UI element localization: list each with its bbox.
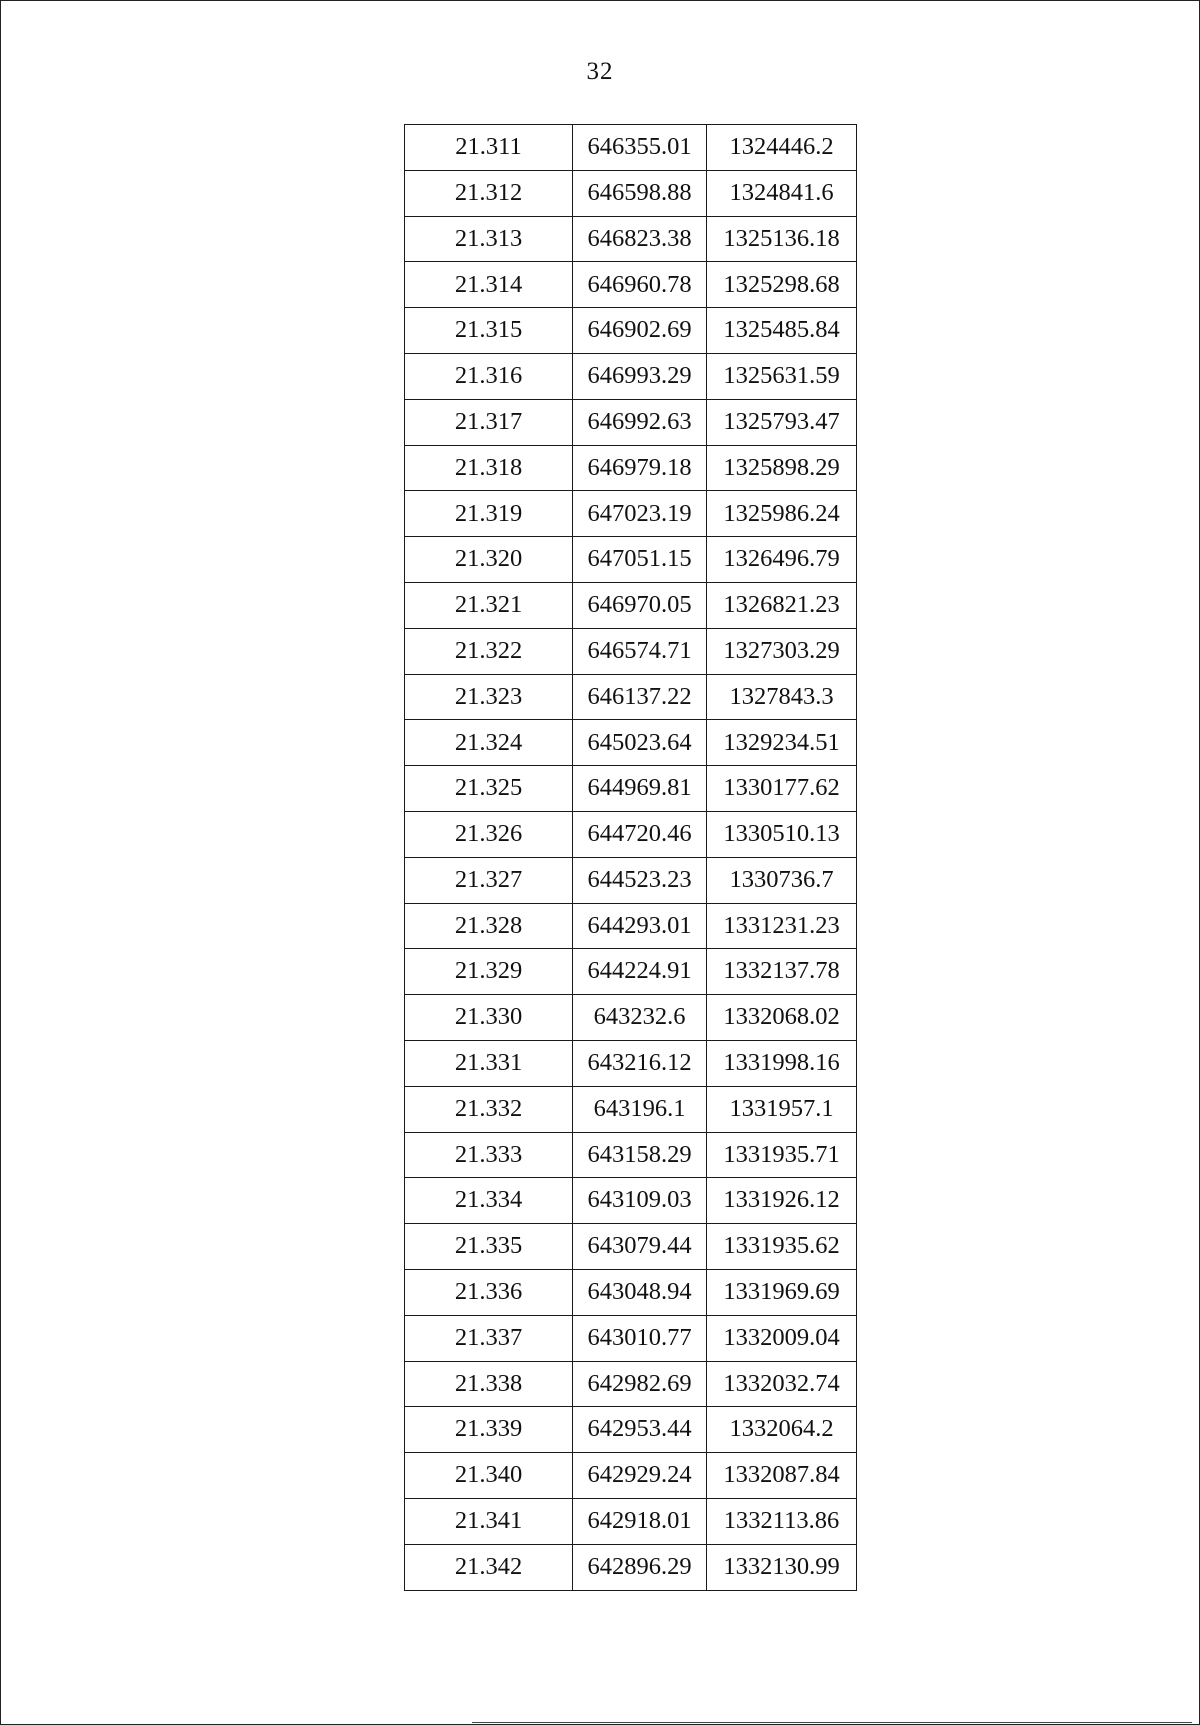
easting-cell: 646137.22: [573, 674, 707, 720]
table-row: [405, 399, 857, 445]
easting-cell: 644720.46: [573, 811, 707, 857]
northing-cell: 1332064.2: [707, 1407, 857, 1453]
point-id-cell: 21.341: [405, 1498, 573, 1544]
northing-cell: 1331935.71: [707, 1132, 857, 1178]
coordinate-table: [404, 124, 857, 1591]
northing-cell: 1326496.79: [707, 537, 857, 583]
table-row: [405, 308, 857, 354]
easting-cell: 646823.38: [573, 216, 707, 262]
point-id-cell: 21.315: [405, 308, 573, 354]
table-row: [405, 628, 857, 674]
point-id-cell: 21.328: [405, 903, 573, 949]
easting-cell: 643079.44: [573, 1224, 707, 1270]
easting-cell: 647051.15: [573, 537, 707, 583]
point-id-cell: 21.321: [405, 582, 573, 628]
table-row: [405, 353, 857, 399]
table-row: [405, 216, 857, 262]
easting-cell: 644523.23: [573, 857, 707, 903]
easting-cell: 646355.01: [573, 125, 707, 171]
point-id-cell: 21.324: [405, 720, 573, 766]
table-row: [405, 1361, 857, 1407]
point-id-cell: 21.330: [405, 995, 573, 1041]
northing-cell: 1332009.04: [707, 1315, 857, 1361]
table-row: [405, 1269, 857, 1315]
northing-cell: 1331935.62: [707, 1224, 857, 1270]
point-id-cell: 21.335: [405, 1224, 573, 1270]
northing-cell: 1327303.29: [707, 628, 857, 674]
point-id-cell: 21.317: [405, 399, 573, 445]
northing-cell: 1332087.84: [707, 1453, 857, 1499]
point-id-cell: 21.312: [405, 170, 573, 216]
easting-cell: 646902.69: [573, 308, 707, 354]
page-number: 32: [586, 58, 614, 85]
point-id-cell: 21.318: [405, 445, 573, 491]
point-id-cell: 21.323: [405, 674, 573, 720]
easting-cell: 643048.94: [573, 1269, 707, 1315]
easting-cell: 646574.71: [573, 628, 707, 674]
easting-cell: 646598.88: [573, 170, 707, 216]
table-row: [405, 766, 857, 812]
northing-cell: 1325793.47: [707, 399, 857, 445]
point-id-cell: 21.338: [405, 1361, 573, 1407]
table-row: [405, 1544, 857, 1590]
table-row: [405, 720, 857, 766]
table-body: [405, 125, 857, 1591]
table-row: [405, 125, 857, 171]
table-row: [405, 491, 857, 537]
northing-cell: 1325986.24: [707, 491, 857, 537]
point-id-cell: 21.332: [405, 1086, 573, 1132]
easting-cell: 646960.78: [573, 262, 707, 308]
table-row: [405, 1315, 857, 1361]
easting-cell: 643196.1: [573, 1086, 707, 1132]
table-row: [405, 995, 857, 1041]
point-id-cell: 21.329: [405, 949, 573, 995]
easting-cell: 646993.29: [573, 353, 707, 399]
point-id-cell: 21.319: [405, 491, 573, 537]
easting-cell: 644224.91: [573, 949, 707, 995]
easting-cell: 644969.81: [573, 766, 707, 812]
table-row: [405, 262, 857, 308]
table-row: [405, 903, 857, 949]
table-row: [405, 582, 857, 628]
easting-cell: 644293.01: [573, 903, 707, 949]
easting-cell: 643216.12: [573, 1040, 707, 1086]
easting-cell: 643158.29: [573, 1132, 707, 1178]
table-row: [405, 1178, 857, 1224]
northing-cell: 1325485.84: [707, 308, 857, 354]
northing-cell: 1331969.69: [707, 1269, 857, 1315]
bottom-edge-line: [472, 1722, 1192, 1723]
point-id-cell: 21.314: [405, 262, 573, 308]
point-id-cell: 21.326: [405, 811, 573, 857]
northing-cell: 1325898.29: [707, 445, 857, 491]
point-id-cell: 21.322: [405, 628, 573, 674]
table-row: [405, 1498, 857, 1544]
point-id-cell: 21.337: [405, 1315, 573, 1361]
northing-cell: 1326821.23: [707, 582, 857, 628]
table-row: [405, 537, 857, 583]
table-row: [405, 1453, 857, 1499]
table-row: [405, 170, 857, 216]
table-row: [405, 674, 857, 720]
northing-cell: 1332032.74: [707, 1361, 857, 1407]
northing-cell: 1327843.3: [707, 674, 857, 720]
table-row: [405, 1132, 857, 1178]
northing-cell: 1332137.78: [707, 949, 857, 995]
northing-cell: 1324446.2: [707, 125, 857, 171]
table-row: [405, 811, 857, 857]
northing-cell: 1332130.99: [707, 1544, 857, 1590]
easting-cell: 642982.69: [573, 1361, 707, 1407]
northing-cell: 1332068.02: [707, 995, 857, 1041]
point-id-cell: 21.316: [405, 353, 573, 399]
easting-cell: 646970.05: [573, 582, 707, 628]
table-row: [405, 1224, 857, 1270]
northing-cell: 1331231.23: [707, 903, 857, 949]
point-id-cell: 21.339: [405, 1407, 573, 1453]
point-id-cell: 21.320: [405, 537, 573, 583]
northing-cell: 1331998.16: [707, 1040, 857, 1086]
point-id-cell: 21.333: [405, 1132, 573, 1178]
point-id-cell: 21.331: [405, 1040, 573, 1086]
easting-cell: 642929.24: [573, 1453, 707, 1499]
northing-cell: 1330510.13: [707, 811, 857, 857]
northing-cell: 1332113.86: [707, 1498, 857, 1544]
easting-cell: 642918.01: [573, 1498, 707, 1544]
point-id-cell: 21.325: [405, 766, 573, 812]
easting-cell: 642953.44: [573, 1407, 707, 1453]
table-row: [405, 949, 857, 995]
northing-cell: 1330177.62: [707, 766, 857, 812]
point-id-cell: 21.334: [405, 1178, 573, 1224]
northing-cell: 1324841.6: [707, 170, 857, 216]
easting-cell: 643010.77: [573, 1315, 707, 1361]
northing-cell: 1325298.68: [707, 262, 857, 308]
point-id-cell: 21.311: [405, 125, 573, 171]
easting-cell: 643109.03: [573, 1178, 707, 1224]
northing-cell: 1325631.59: [707, 353, 857, 399]
northing-cell: 1325136.18: [707, 216, 857, 262]
point-id-cell: 21.342: [405, 1544, 573, 1590]
easting-cell: 646992.63: [573, 399, 707, 445]
point-id-cell: 21.340: [405, 1453, 573, 1499]
easting-cell: 643232.6: [573, 995, 707, 1041]
table-row: [405, 1040, 857, 1086]
table-row: [405, 1086, 857, 1132]
northing-cell: 1331957.1: [707, 1086, 857, 1132]
point-id-cell: 21.327: [405, 857, 573, 903]
easting-cell: 645023.64: [573, 720, 707, 766]
point-id-cell: 21.336: [405, 1269, 573, 1315]
table-row: [405, 1407, 857, 1453]
point-id-cell: 21.313: [405, 216, 573, 262]
easting-cell: 646979.18: [573, 445, 707, 491]
table-row: [405, 857, 857, 903]
northing-cell: 1329234.51: [707, 720, 857, 766]
table-row: [405, 445, 857, 491]
northing-cell: 1331926.12: [707, 1178, 857, 1224]
easting-cell: 647023.19: [573, 491, 707, 537]
easting-cell: 642896.29: [573, 1544, 707, 1590]
northing-cell: 1330736.7: [707, 857, 857, 903]
